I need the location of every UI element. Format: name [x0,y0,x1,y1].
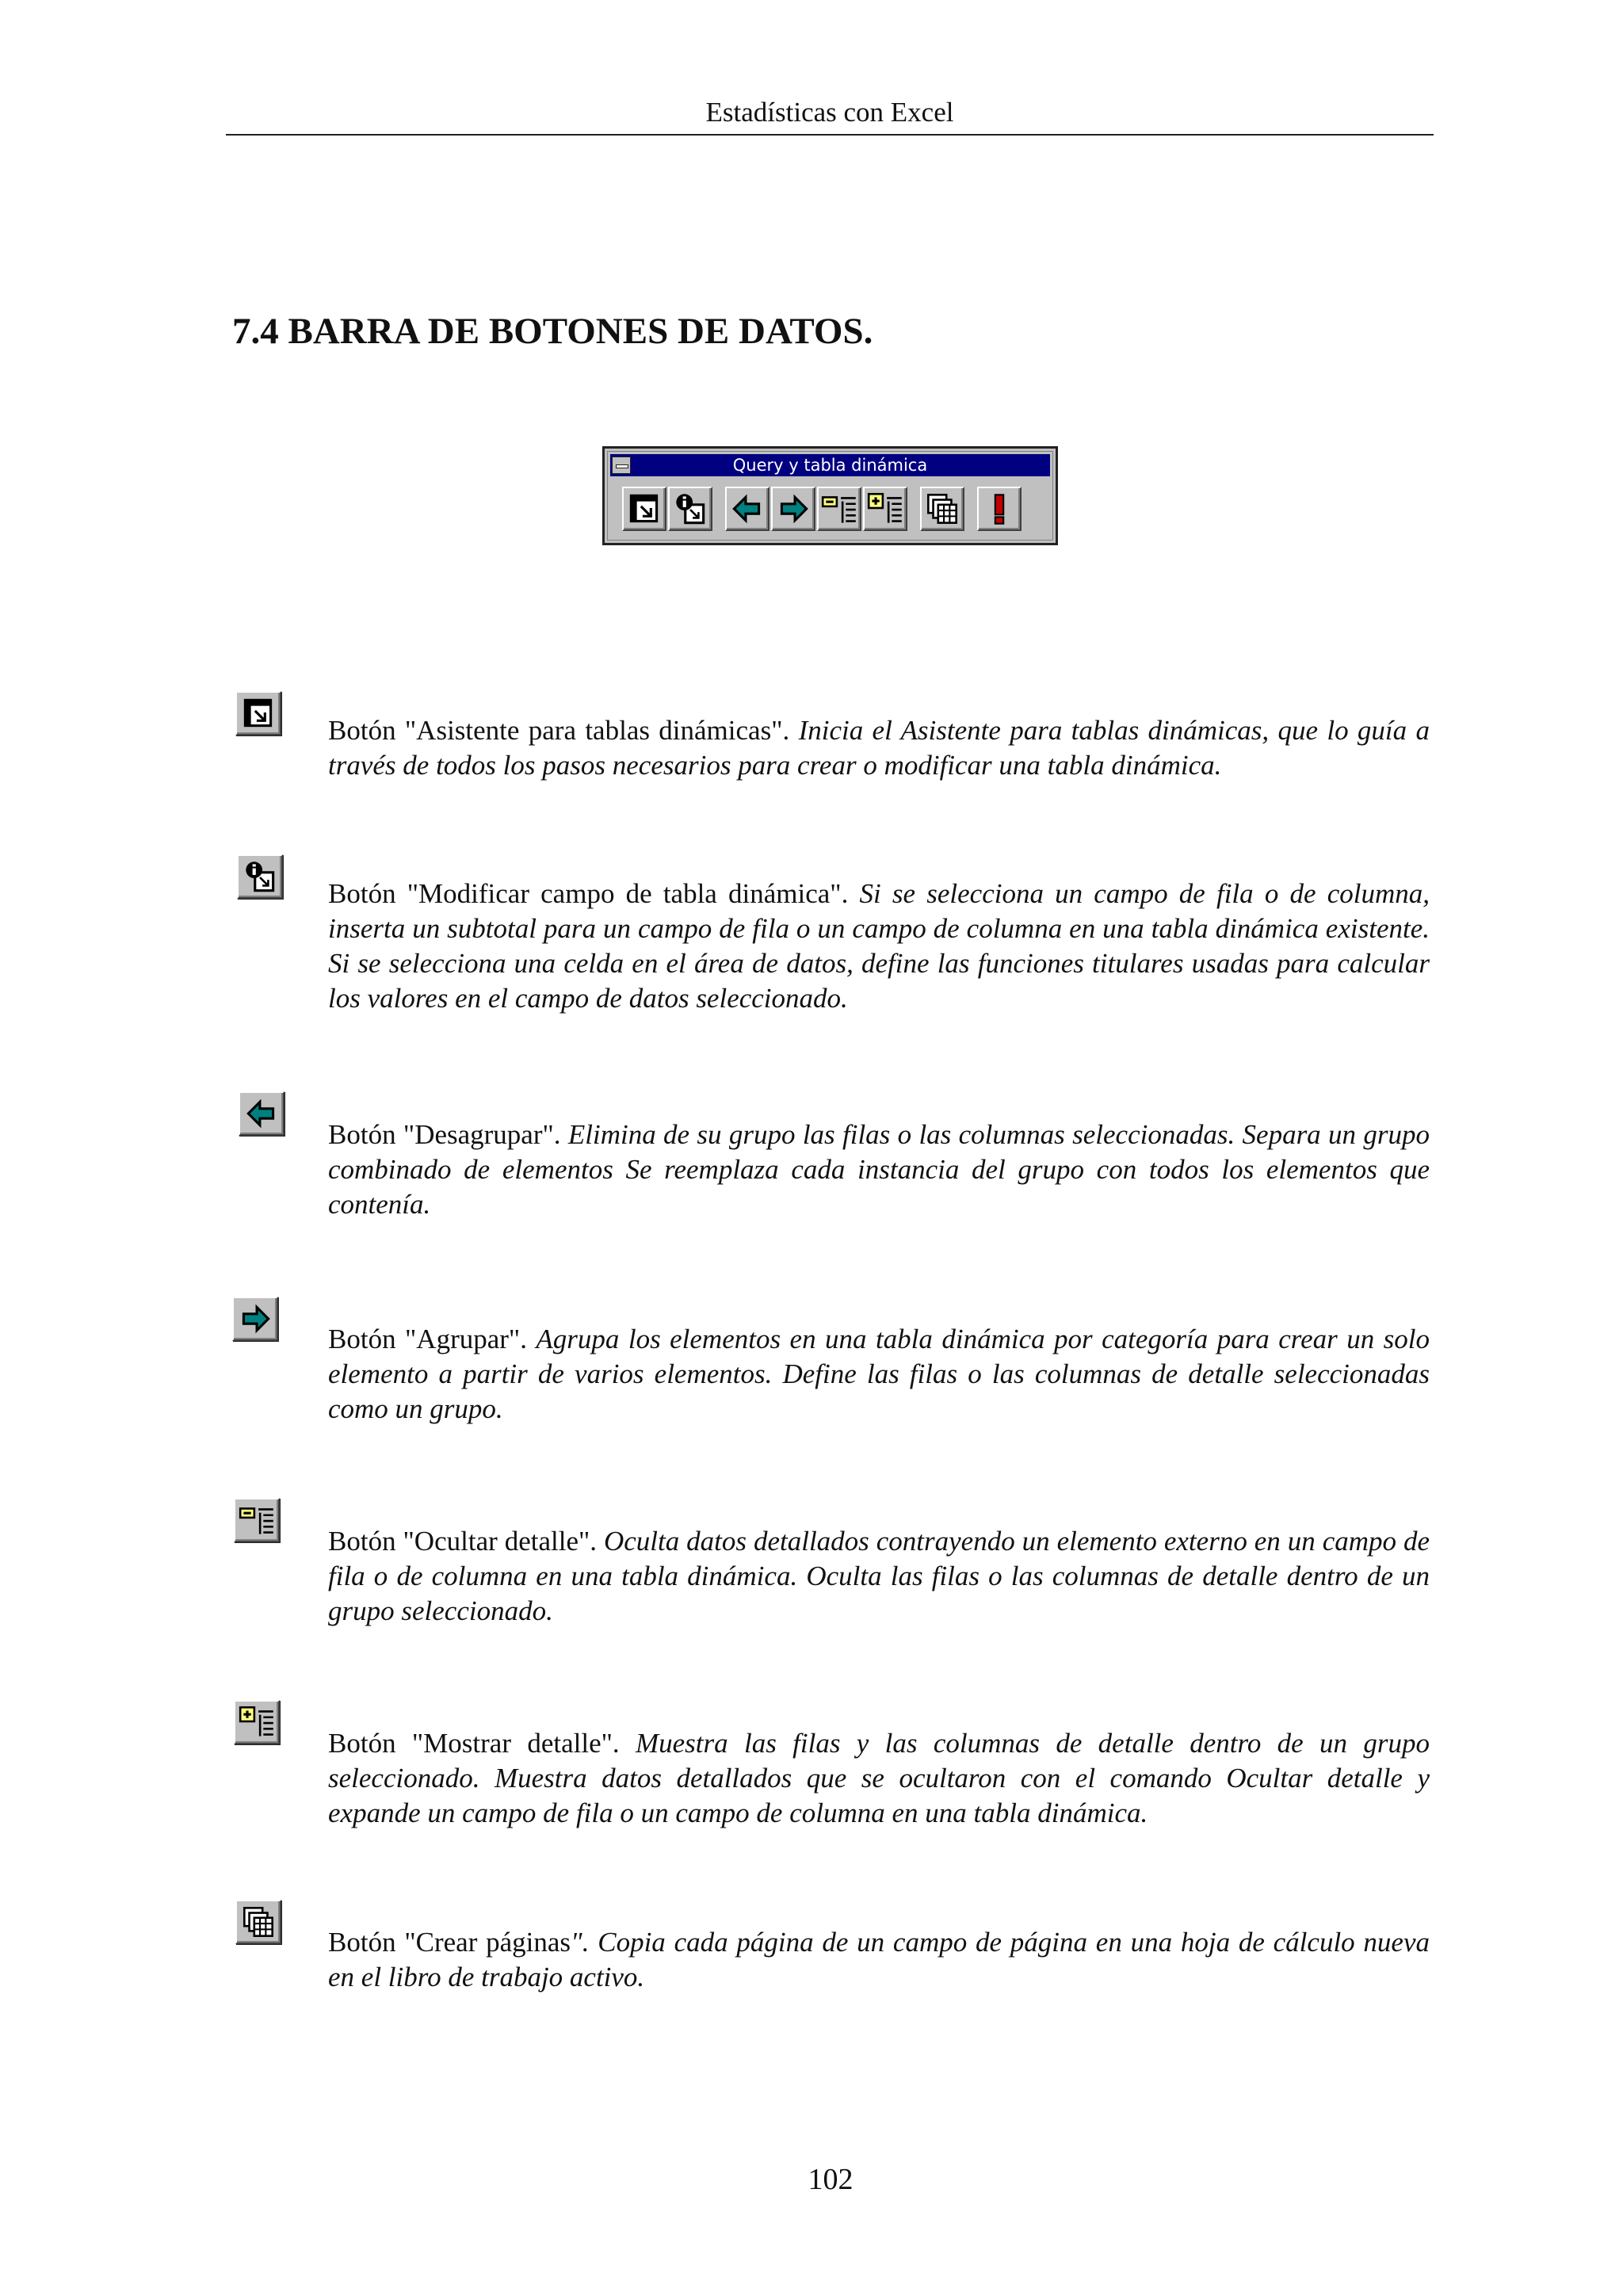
show-detail-icon [865,488,906,529]
item-description: Si se selecciona un campo de fila o de columna, inserta un subtotal para un campo de fila o un campo de columna en una tabla dinámica existente. Si se selecciona una celda en el área de datos, define las funciones titulares usadas para calcular los valores en el campo de datos seleccionado. [328,878,1430,1014]
show-pages-icon [235,1900,281,1944]
item-lead: Botón "Ocultar detalle". [328,1526,604,1557]
item-lead: Botón "Agrupar". [328,1324,537,1354]
item-description: Oculta datos detallados contrayendo un elemento externo en un campo de fila o de columna en una tabla dinámica. Oculta las filas o las columnas de detalle dentro de un grupo seleccionado. [328,1526,1430,1626]
system-menu-icon[interactable] [612,457,631,474]
item-lead: Botón "Asistente para tablas dinámicas". [328,715,799,746]
page-number: 102 [808,2163,854,2196]
item-agrupar [328,1322,1430,1427]
hide-detail-icon [234,1498,280,1542]
header-rule [226,134,1434,136]
group-arrow-right-icon [773,488,814,529]
page-header: Estadísticas con Excel [705,97,954,128]
pivot-field-icon [237,854,283,899]
show-detail-button[interactable] [863,487,907,531]
item-lead: Botón "Mostrar detalle". [328,1728,636,1759]
item-lead: Botón "Modificar campo de tabla dinámica". [328,878,860,909]
group-arrow-right-icon [232,1297,278,1341]
item-asistente [328,713,1430,783]
show-detail-icon [234,1700,280,1744]
hide-detail-button[interactable] [817,487,861,531]
show-pages-icon [922,488,963,529]
item-crear-paginas [328,1925,1430,1995]
item-lead: Botón "Desagrupar". [328,1119,568,1150]
pivot-wizard-icon [624,488,665,529]
show-pages-button[interactable] [920,487,964,531]
item-mostrar-detalle [328,1726,1430,1831]
item-desagrupar [328,1117,1430,1222]
refresh-data-button[interactable] [977,487,1022,531]
item-description: Elimina de su grupo las filas o las columnas seleccionadas. Separa un grupo combinado de elementos Se reemplaza cada instancia del grupo con todos los elementos que contenía. [328,1119,1430,1220]
pivot-field-icon [670,488,711,529]
item-description: Agrupa los elementos en una tabla dinámica por categoría para crear un solo elemento a partir de varios elementos. Define las filas o las columnas de detalle seleccionadas como un grupo. [328,1324,1430,1424]
section-title: 7.4 BARRA DE BOTONES DE DATOS. [232,311,873,352]
item-description: Inicia el Asistente para tablas dinámicas, que lo guía a través de todos los pasos necesarios para crear o modificar una tabla dinámica. [328,715,1430,781]
item-modificar-campo [328,877,1430,1016]
ungroup-button[interactable] [725,487,769,531]
toolbar-title: Query y tabla dinámica [732,456,928,475]
refresh-data-exclamation-icon [979,488,1020,529]
toolbar-titlebar[interactable] [610,454,1050,476]
item-description: ". Copia cada página de un campo de página en una hoja de cálculo nueva en el libro de trabajo activo. [328,1927,1430,1992]
pivot-field-button[interactable] [668,487,712,531]
item-lead: Botón "Crear páginas [328,1927,571,1958]
item-description: Muestra las filas y las columnas de detalle dentro de un grupo seleccionado. Muestra datos detallados que se ocultaron con el comando Ocultar detalle y expande un campo de fila o un campo de columna en una tabla dinámica. [328,1728,1430,1828]
item-ocultar-detalle [328,1524,1430,1629]
query-pivot-toolbar [602,446,1058,545]
pivot-wizard-icon [235,691,281,735]
ungroup-arrow-left-icon [727,488,768,529]
ungroup-arrow-left-icon [239,1091,285,1136]
pivot-wizard-button[interactable] [622,487,666,531]
group-button[interactable] [771,487,815,531]
hide-detail-icon [819,488,860,529]
